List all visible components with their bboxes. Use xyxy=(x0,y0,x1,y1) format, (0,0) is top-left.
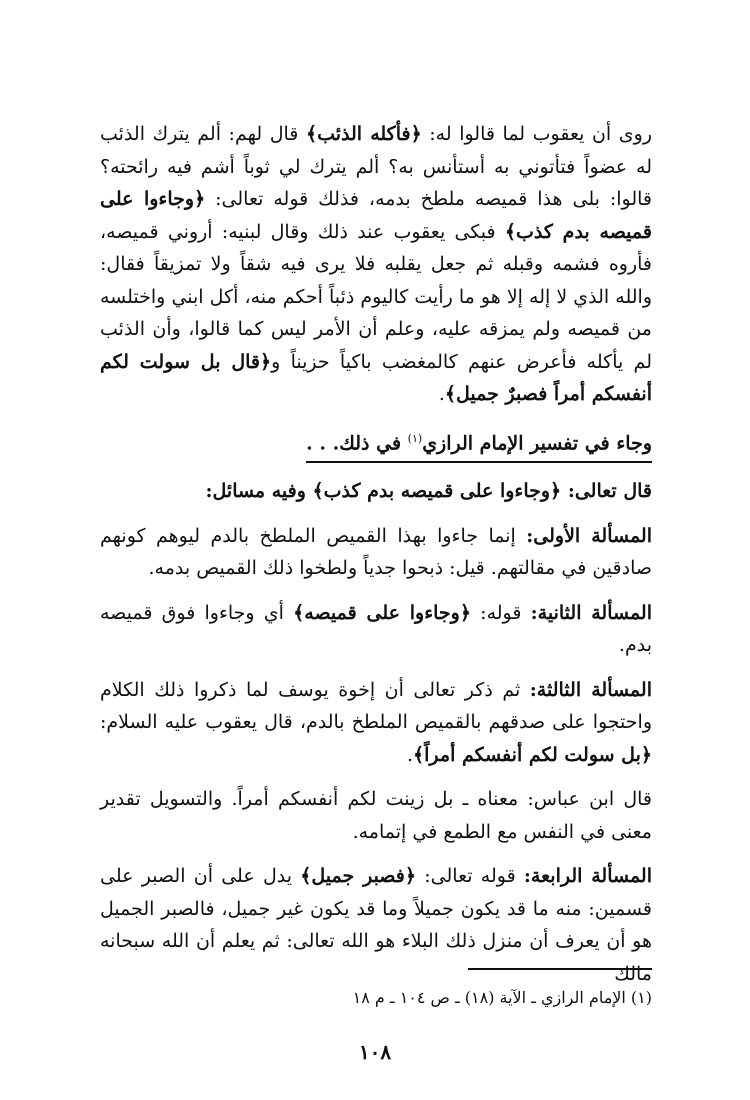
section-heading-razi xyxy=(100,423,652,464)
quran-quote: ﴿فأكله الذئب﴾ xyxy=(305,123,422,145)
text-run: روى أن يعقوب لما قالوا له: xyxy=(421,123,652,145)
footnote-ref[interactable]: (١) xyxy=(407,431,423,445)
paragraph-issue-1 xyxy=(100,520,652,585)
footnote-divider xyxy=(468,968,652,970)
paragraph-ibn-abbas xyxy=(100,783,652,848)
main-text xyxy=(100,118,652,990)
paragraph-verse-intro xyxy=(100,475,652,508)
heading-tail: في ذلك. . . xyxy=(306,431,408,454)
text-run: ثم ذكر تعالى أن إخوة يوسف لما ذكروا ذلك الكلام واحتجوا على صدقهم بالقميص الملطخ بالدم، قال يعقوب عليه السلام: xyxy=(100,678,652,734)
text-run: يدل على أن الصبر على قسمين: منه ما قد يكون جميلاً وما قد يكون غير جميل، فالصبر الجميل هو أن يعرف أن منزل ذلك البلاء هو الله تعالى: ثم يعلم أن الله سبحانه مالك xyxy=(100,865,652,985)
quran-quote: ﴿وجاءوا على قميصه﴾ xyxy=(293,601,471,624)
text-run: . xyxy=(406,743,413,766)
text-run: إنما جاءوا بهذا القميص الملطخ بالدم ليوهم كونهم صادقين في مقالتهم. قيل: ذبحوا جدياً ولطخوا ذلك القميص بدمه. xyxy=(100,524,652,580)
issue-label: المسألة الرابعة: xyxy=(523,865,653,888)
text-run: . xyxy=(438,383,445,405)
text-run: قال ابن عباس: معناه ـ بل زينت لكم أنفسكم أمراً. والتسويل تقدير معنى في النفس مع الطمع في إتمامه. xyxy=(100,788,652,843)
heading-underlined xyxy=(306,423,652,464)
footnote: (١) الإمام الرازي ـ الآية (١٨) ـ ص ١٠٤ ـ م ١٨ xyxy=(352,988,652,1007)
quran-quote: ﴿وجاءوا على قميصه بدم كذب﴾ xyxy=(100,188,652,243)
heading-text: وجاء في تفسير الإمام الرازي xyxy=(422,431,652,454)
paragraph-issue-4 xyxy=(100,860,652,990)
text-run: قال تعالى: xyxy=(561,480,652,503)
text-run: وفيه مسائل: xyxy=(205,480,313,503)
quran-quote: ﴿بل سولت لكم أنفسكم أمراً﴾ xyxy=(413,743,652,766)
text-run: قوله: xyxy=(470,601,531,624)
paragraph-issue-3 xyxy=(100,674,652,772)
quran-quote: ﴿وجاءوا على قميصه بدم كذب﴾ xyxy=(312,480,562,503)
paragraph-issue-2 xyxy=(100,597,652,662)
text-run: قوله تعالى: xyxy=(416,865,524,888)
quran-quote: ﴿فصبر جميل﴾ xyxy=(300,865,416,888)
text-run: أي وجاءوا فوق قميصه بدم. xyxy=(100,601,652,657)
quran-quote: ﴿قال بل سولت لكم أنفسكم أمراً فصبرٌ جميل﴾ xyxy=(100,350,652,405)
page-number: ١٠٨ xyxy=(358,1040,392,1064)
issue-label: المسألة الأولى: xyxy=(526,524,652,547)
paragraph-yaqub-story xyxy=(100,118,652,411)
text-run: فبكى يعقوب عند ذلك وقال لبنيه: أروني قميصه، فأروه فشمه وقبله ثم جعل يقلبه فلا يرى فيه شقاً ولا تمزيقاً فقال: والله الذي لا إله إلا هو ما رأيت كاليوم ذئباً أحكم منه، أكل ابني واختلسه من قميصه ولم يمزقه عليه، وعلم أن الأمر ليس كما قالوا، وأن الذئب لم يأكله فأعرض عنهم كالمغضب باكياً حزيناً و xyxy=(100,220,652,373)
text-run: قال لهم: ألم يترك الذئب له عضواً فتأتوني به أستأنس به؟ ألم يترك لي ثوباً أشم فيه رائحته؟ قالوا: بلى هذا قميصه ملطخ بدمه، فذلك قوله تعالى: xyxy=(100,123,652,210)
issue-label: المسألة الثالثة: xyxy=(529,678,652,701)
issue-label: المسألة الثانية: xyxy=(530,601,653,624)
